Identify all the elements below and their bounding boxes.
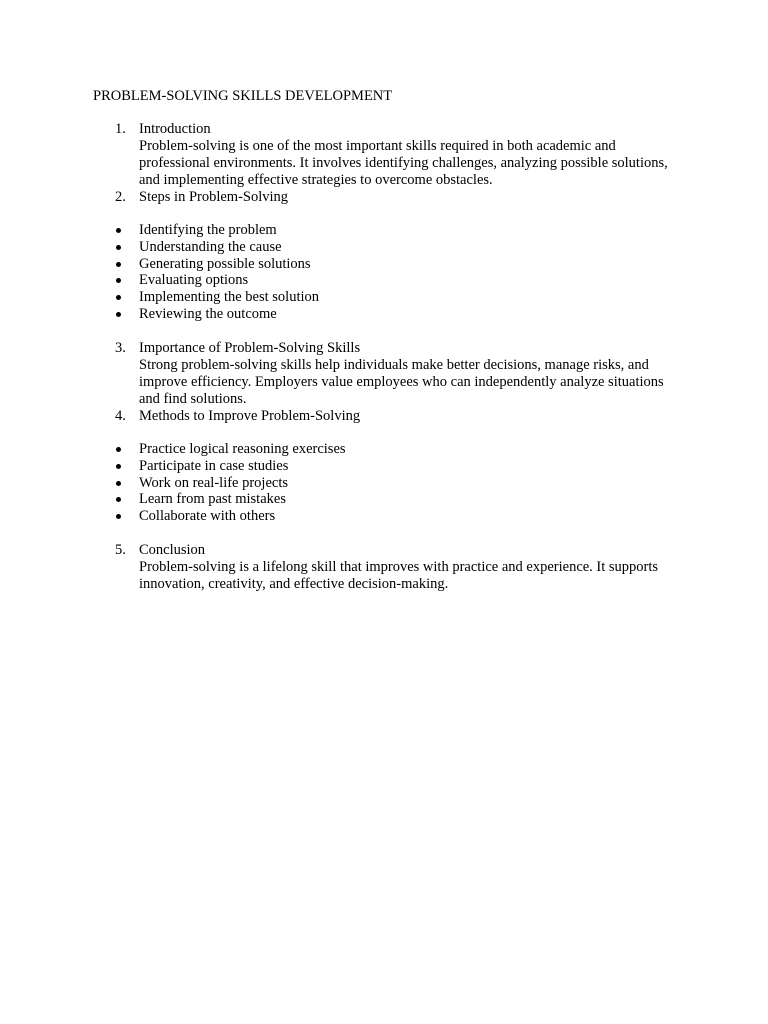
steps-bullet-list (115, 222, 675, 323)
list-item (115, 256, 675, 273)
numbered-item (115, 189, 675, 206)
list-item-text: Learn from past mistakes (139, 491, 286, 508)
section-heading: Methods to Improve Problem-Solving (139, 408, 361, 424)
item-number: 1. (115, 121, 126, 137)
bullet-icon (116, 312, 121, 317)
list-item (115, 458, 675, 475)
list-item-text: Practice logical reasoning exercises (139, 441, 346, 457)
bullet-icon (116, 228, 121, 233)
list-item-text: Reviewing the outcome (139, 305, 277, 322)
list-item (115, 508, 675, 525)
list-item (115, 239, 675, 256)
methods-bullet-list (115, 441, 675, 525)
list-item-text: Understanding the cause (139, 238, 282, 255)
item-number: 3. (115, 340, 126, 356)
bullet-icon (116, 245, 121, 250)
steps-bullet-list-container (115, 222, 675, 323)
section-heading: Importance of Problem-Solving Skills (139, 340, 361, 356)
section-introduction (115, 121, 675, 189)
methods-bullet-list-container (115, 441, 675, 525)
section-paragraph: Problem-solving is one of the most important skills required in both academic and professional environments. It involves identifying challenges, analyzing possible solutions, and implementing effective strategies to overcome obstacles. (139, 138, 668, 188)
section-methods (115, 408, 675, 425)
item-number: 4. (115, 408, 126, 424)
section-heading: Conclusion (139, 542, 206, 558)
list-item (115, 272, 675, 289)
bullet-icon (116, 514, 121, 519)
list-item-text: Participate in case studies (139, 457, 289, 474)
section-heading: Steps in Problem-Solving (139, 189, 289, 205)
list-item (115, 222, 675, 239)
item-number: 2. (115, 189, 126, 205)
list-item-text: Evaluating options (139, 272, 249, 289)
list-item-text: Generating possible solutions (139, 255, 311, 272)
section-conclusion (115, 542, 675, 593)
list-item-text: Work on real-life projects (139, 474, 289, 491)
bullet-icon (116, 262, 121, 267)
bullet-icon (116, 481, 121, 486)
item-number: 5. (115, 542, 126, 558)
section-paragraph: Strong problem-solving skills help individuals make better decisions, manage risks, and improve efficiency. Employers value employees who can independently analyze situations and find solutions. (139, 357, 664, 407)
numbered-item (115, 408, 675, 425)
bullet-icon (116, 464, 121, 469)
list-item-text: Collaborate with others (139, 508, 276, 525)
section-importance (115, 340, 675, 408)
numbered-item (115, 340, 675, 408)
bullet-icon (116, 295, 121, 300)
list-item (115, 475, 675, 492)
bullet-icon (116, 278, 121, 283)
numbered-item (115, 121, 675, 189)
list-item (115, 306, 675, 323)
document-title: PROBLEM-SOLVING SKILLS DEVELOPMENT (93, 88, 393, 104)
section-steps (115, 189, 675, 206)
list-item (115, 441, 675, 458)
list-item (115, 289, 675, 306)
numbered-item (115, 542, 675, 593)
bullet-icon (116, 447, 121, 452)
section-paragraph: Problem-solving is a lifelong skill that improves with practice and experience. It supports innovation, creativity, and effective decision-making. (139, 559, 659, 592)
section-heading: Introduction (139, 121, 211, 137)
bullet-icon (116, 497, 121, 502)
list-item (115, 491, 675, 508)
list-item-text: Implementing the best solution (139, 289, 320, 306)
list-item-text: Identifying the problem (139, 222, 277, 238)
